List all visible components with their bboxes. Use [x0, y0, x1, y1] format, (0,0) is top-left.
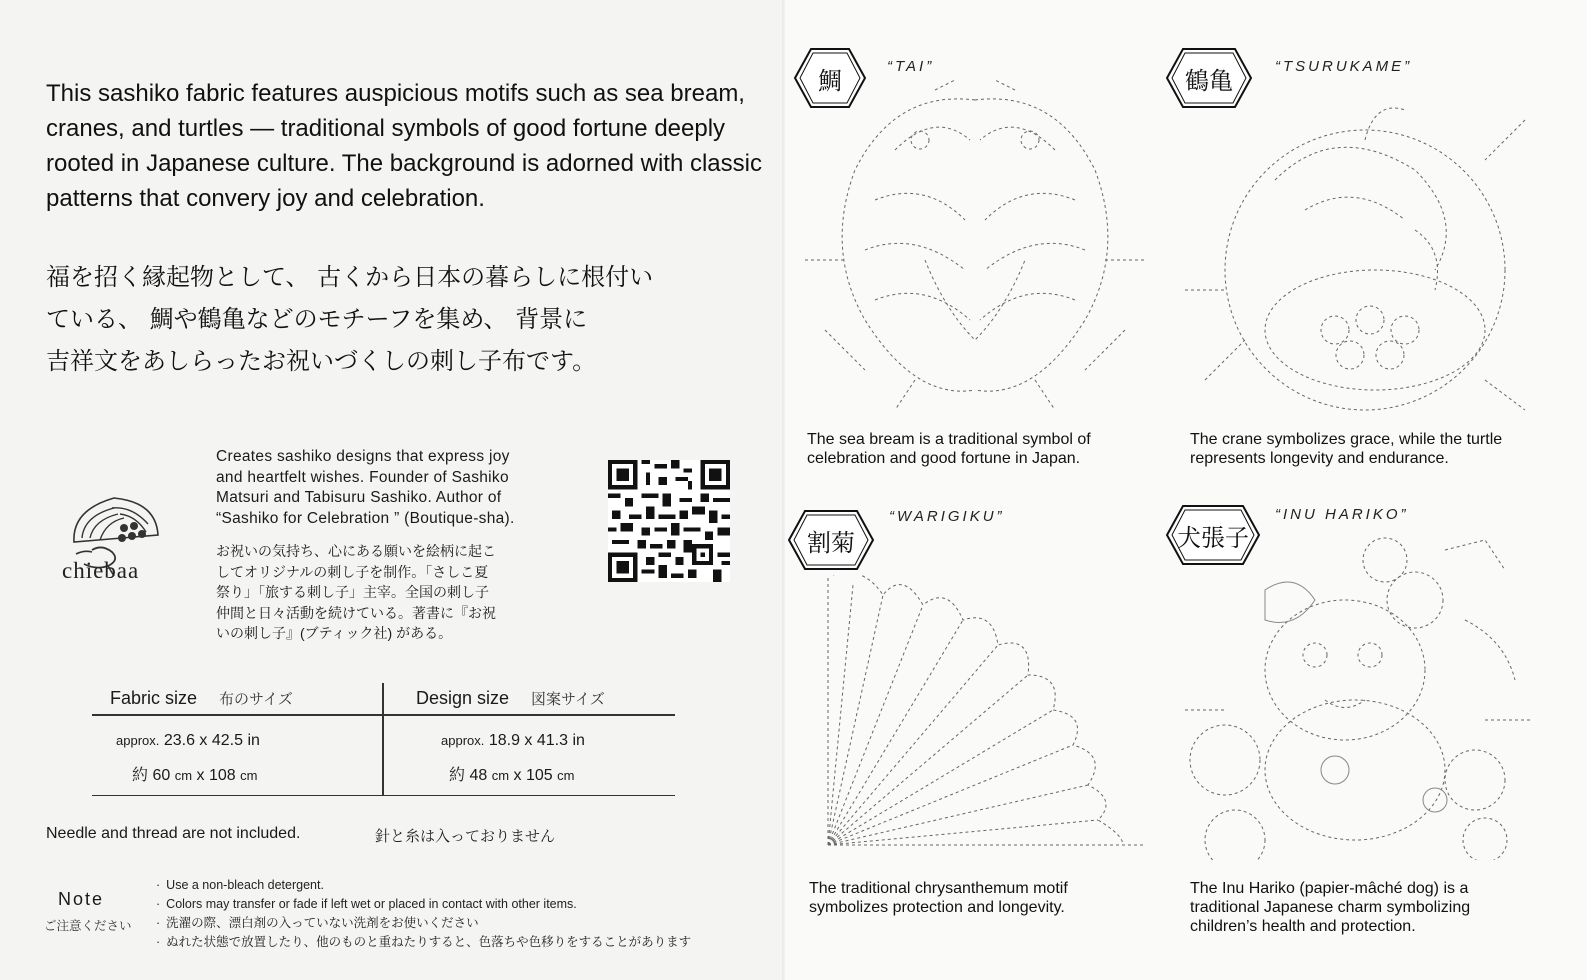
care-note-item: · ぬれた状態で放置したり、他のものと重ねたりすると、色落ちや色移りをすることがあります [156, 933, 691, 952]
bio-japanese [216, 541, 576, 644]
bio-japanese-line: 祭り」「旅する刺し子」主宰。全国の刺し子 [216, 584, 489, 600]
needle-notice: Needle and thread are not included. [46, 825, 301, 842]
motif-name-tai: “TAI” [887, 58, 935, 75]
motif-description-tai: The sea bream is a traditional symbol of celebration and good fortune in Japan. [807, 431, 1091, 467]
bio-japanese-line: いの刺し子』(ブティック社) がある。 [216, 625, 453, 641]
design-size-imperial: approx. 18.9 x 41.3 in [441, 732, 585, 749]
inu-hariko-dog-stitch-pattern [1185, 530, 1530, 860]
bio-english-line: “Sashiko for Celebration ” (Boutique-sha). [216, 509, 515, 527]
bio-english [216, 447, 576, 529]
size-table [92, 683, 675, 796]
care-notes [156, 876, 691, 952]
size-table-divider [382, 683, 384, 795]
care-note-item: · Colors may transfer or fade if left wet or placed in contact with other items. [156, 895, 691, 914]
fabric-size-label: Fabric size [110, 688, 198, 708]
qr-code[interactable] [608, 460, 730, 582]
fabric-size-imperial: approx. 23.6 x 42.5 in [116, 732, 260, 749]
motif-description-inu-hariko: The Inu Hariko (papier-mâché dog) is a traditional Japanese charm symbolizing children’s health and protection. [1190, 880, 1471, 935]
care-note-item: · Use a non-bleach detergent. [156, 876, 691, 895]
design-size-metric: 約 48 cm x 105 cm [449, 767, 575, 784]
design-size-label-ja: 図案サイズ [531, 691, 605, 708]
fabric-size-header [110, 688, 293, 709]
fabric-size-metric: 約 60 cm x 108 cm [132, 767, 258, 784]
design-size-header [416, 688, 605, 709]
right-panel [785, 0, 1587, 980]
care-note-item: · 洗濯の際、漂白剤の入っていない洗剤をお使いください [156, 914, 691, 933]
bio-english-line: and heartfelt wishes. Founder of Sashiko [216, 468, 509, 486]
badge-kanji: 割菊 [807, 528, 855, 557]
tai-sea-bream-stitch-pattern [805, 80, 1145, 415]
intro-japanese-line: 福を招く縁起物として、 古くから日本の暮らしに根付い [46, 263, 654, 291]
design-size-label: Design size [416, 688, 510, 708]
bio-japanese-line: してオリジナルの刺し子を制作。「さしこ夏 [216, 563, 489, 580]
note-title-ja: ご注意ください [44, 919, 132, 933]
warigiku-chrysanthemum-stitch-pattern [823, 575, 1143, 850]
motif-name-inu-hariko: “INU HARIKO” [1275, 506, 1409, 523]
motif-description-tsurukame: The crane symbolizes grace, while the turtle represents longevity and endurance. [1190, 431, 1503, 467]
note-title: Note [58, 889, 105, 909]
bio-english-line: Matsuri and Tabisuru Sashiko. Author of [216, 489, 502, 506]
size-table-divider [92, 714, 675, 716]
tsurukame-crane-turtle-stitch-pattern [1185, 80, 1530, 415]
badge-kanji: 鶴亀 [1185, 66, 1233, 95]
left-panel [0, 0, 785, 980]
intro-japanese [46, 256, 746, 382]
bio-english-line: Creates sashiko designs that express joy [216, 448, 510, 465]
motif-name-tsurukame: “TSURUKAME” [1275, 58, 1413, 75]
brand-name: chiebaa [62, 558, 140, 583]
motif-description-warigiku: The traditional chrysanthemum motif symbolizes protection and longevity. [809, 880, 1068, 916]
bio-japanese-line: お祝いの気持ち、心にある願いを絵柄に起こ [216, 543, 496, 559]
intro-english: This sashiko fabric features auspicious motifs such as sea bream, cranes, and turtles — traditional symbols of good fortune deeply rooted in Japanese culture. The background is adorned with classic patterns that convery joy and celebration. [46, 80, 762, 212]
intro-japanese-line: ている、 鯛や鶴亀などのモチーフを集め、 背景に [46, 305, 588, 333]
needle-notice-ja: 針と糸は入っておりません [375, 828, 556, 845]
badge-warigiku [787, 508, 861, 572]
badge-kanji: 鯛 [818, 66, 842, 95]
bio-japanese-line: 仲間と日々活動を続けている。著書に『お祝 [216, 604, 496, 621]
intro-japanese-line: 吉祥文をあしらったお祝いづくしの刺し子布です。 [46, 347, 597, 375]
fabric-size-label-ja: 布のサイズ [219, 691, 293, 708]
badge-kanji: 犬張子 [1177, 523, 1249, 552]
motif-name-warigiku: “WARIGIKU” [889, 508, 1005, 525]
